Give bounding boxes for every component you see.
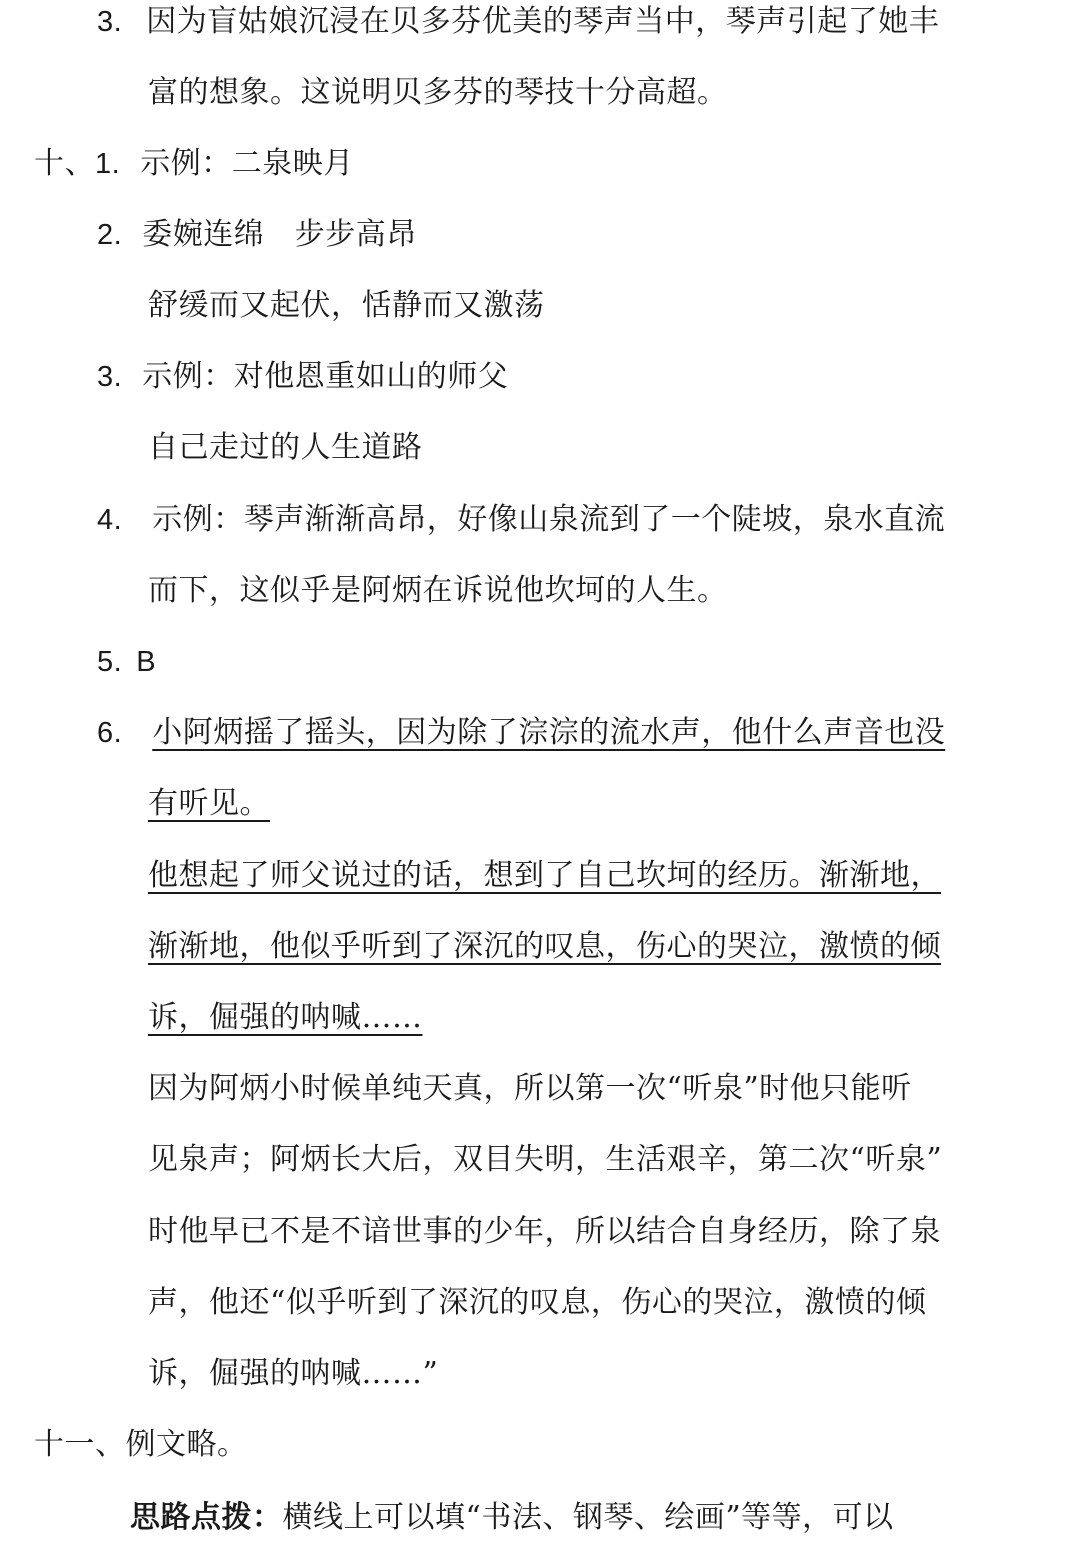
answer-line: [97, 713, 945, 753]
answer-text: 见泉声；阿炳长大后，双目失明，生活艰辛，第二次“听泉”: [148, 1142, 943, 1177]
answer-line: [97, 357, 508, 397]
answer-line: [148, 286, 545, 326]
answer-line: [148, 1354, 438, 1394]
section-heading: [34, 1425, 248, 1465]
answer-line: [148, 998, 423, 1038]
item-number: 5.: [97, 646, 123, 678]
underlined-answer-text: 有听见。: [148, 786, 270, 821]
item-number: 1.: [95, 148, 121, 180]
answer-text: 而下，这似乎是阿炳在诉说他坎坷的人生。: [148, 573, 728, 608]
answer-line: [148, 784, 270, 824]
answer-text: B: [136, 646, 157, 678]
tip-line: [130, 1498, 894, 1538]
answer-text: 声，他还“似乎听到了深沉的叹息，伤心的哭泣，激愤的倾: [148, 1285, 927, 1320]
answer-text: 时他早已不是不谙世事的少年，所以结合自身经历，除了泉: [148, 1214, 941, 1249]
underlined-answer-text: 小阿炳摇了摇头，因为除了淙淙的流水声，他什么声音也没: [152, 715, 946, 750]
answer-line: [148, 428, 423, 468]
item-number: 4.: [97, 504, 123, 536]
answer-text: 因为盲姑娘沉浸在贝多芬优美的琴声当中，琴声引起了她丰: [146, 4, 940, 39]
item-number: 3.: [97, 6, 123, 38]
answer-line: [148, 927, 941, 967]
answer-line: [148, 1069, 912, 1109]
item-number: 2.: [97, 219, 123, 251]
answer-text: 委婉连绵 步步高昂: [142, 217, 417, 252]
answer-line: [148, 1283, 926, 1323]
section-heading: [34, 144, 354, 184]
section-label: 十、: [34, 146, 95, 181]
tip-text: 横线上可以填“书法、钢琴、绘画”等等，可以: [282, 1500, 894, 1535]
answer-text: 示例：对他恩重如山的师父: [142, 359, 509, 394]
answer-line: [148, 571, 728, 611]
answer-line: [97, 500, 945, 540]
answer-line: [148, 1140, 942, 1180]
underlined-answer-text: 他想起了师父说过的话，想到了自己坎坷的经历。渐渐地，: [148, 858, 941, 893]
underlined-answer-text: 渐渐地，他似乎听到了深沉的叹息，伤心的哭泣，激愤的倾: [148, 929, 941, 964]
answer-line: [97, 642, 156, 682]
answer-text: 诉，倔强的呐喊……”: [148, 1356, 439, 1391]
answer-text: 自己走过的人生道路: [148, 430, 423, 465]
underlined-answer-text: 诉，倔强的呐喊……: [148, 1000, 423, 1035]
answer-text: 舒缓而又起伏，恬静而又激荡: [148, 288, 545, 323]
answer-line: [148, 73, 728, 113]
answer-text: 因为阿炳小时候单纯天真，所以第一次“听泉”时他只能听: [148, 1071, 912, 1106]
answer-text: 示例：二泉映月: [140, 146, 354, 181]
tip-label: 思路点拨：: [130, 1500, 283, 1535]
answer-line: [148, 1212, 941, 1252]
answer-line: [97, 2, 939, 42]
item-number: 3.: [97, 361, 123, 393]
answer-text: 示例：琴声渐渐高昂，好像山泉流到了一个陡坡，泉水直流: [152, 502, 946, 537]
answer-text: 富的想象。这说明贝多芬的琴技十分高超。: [148, 75, 728, 110]
answer-text: 例文略。: [125, 1427, 248, 1462]
answer-line: [97, 215, 417, 255]
section-label: 十一、: [34, 1427, 126, 1462]
answer-line: [148, 856, 941, 896]
item-number: 6.: [97, 717, 123, 749]
